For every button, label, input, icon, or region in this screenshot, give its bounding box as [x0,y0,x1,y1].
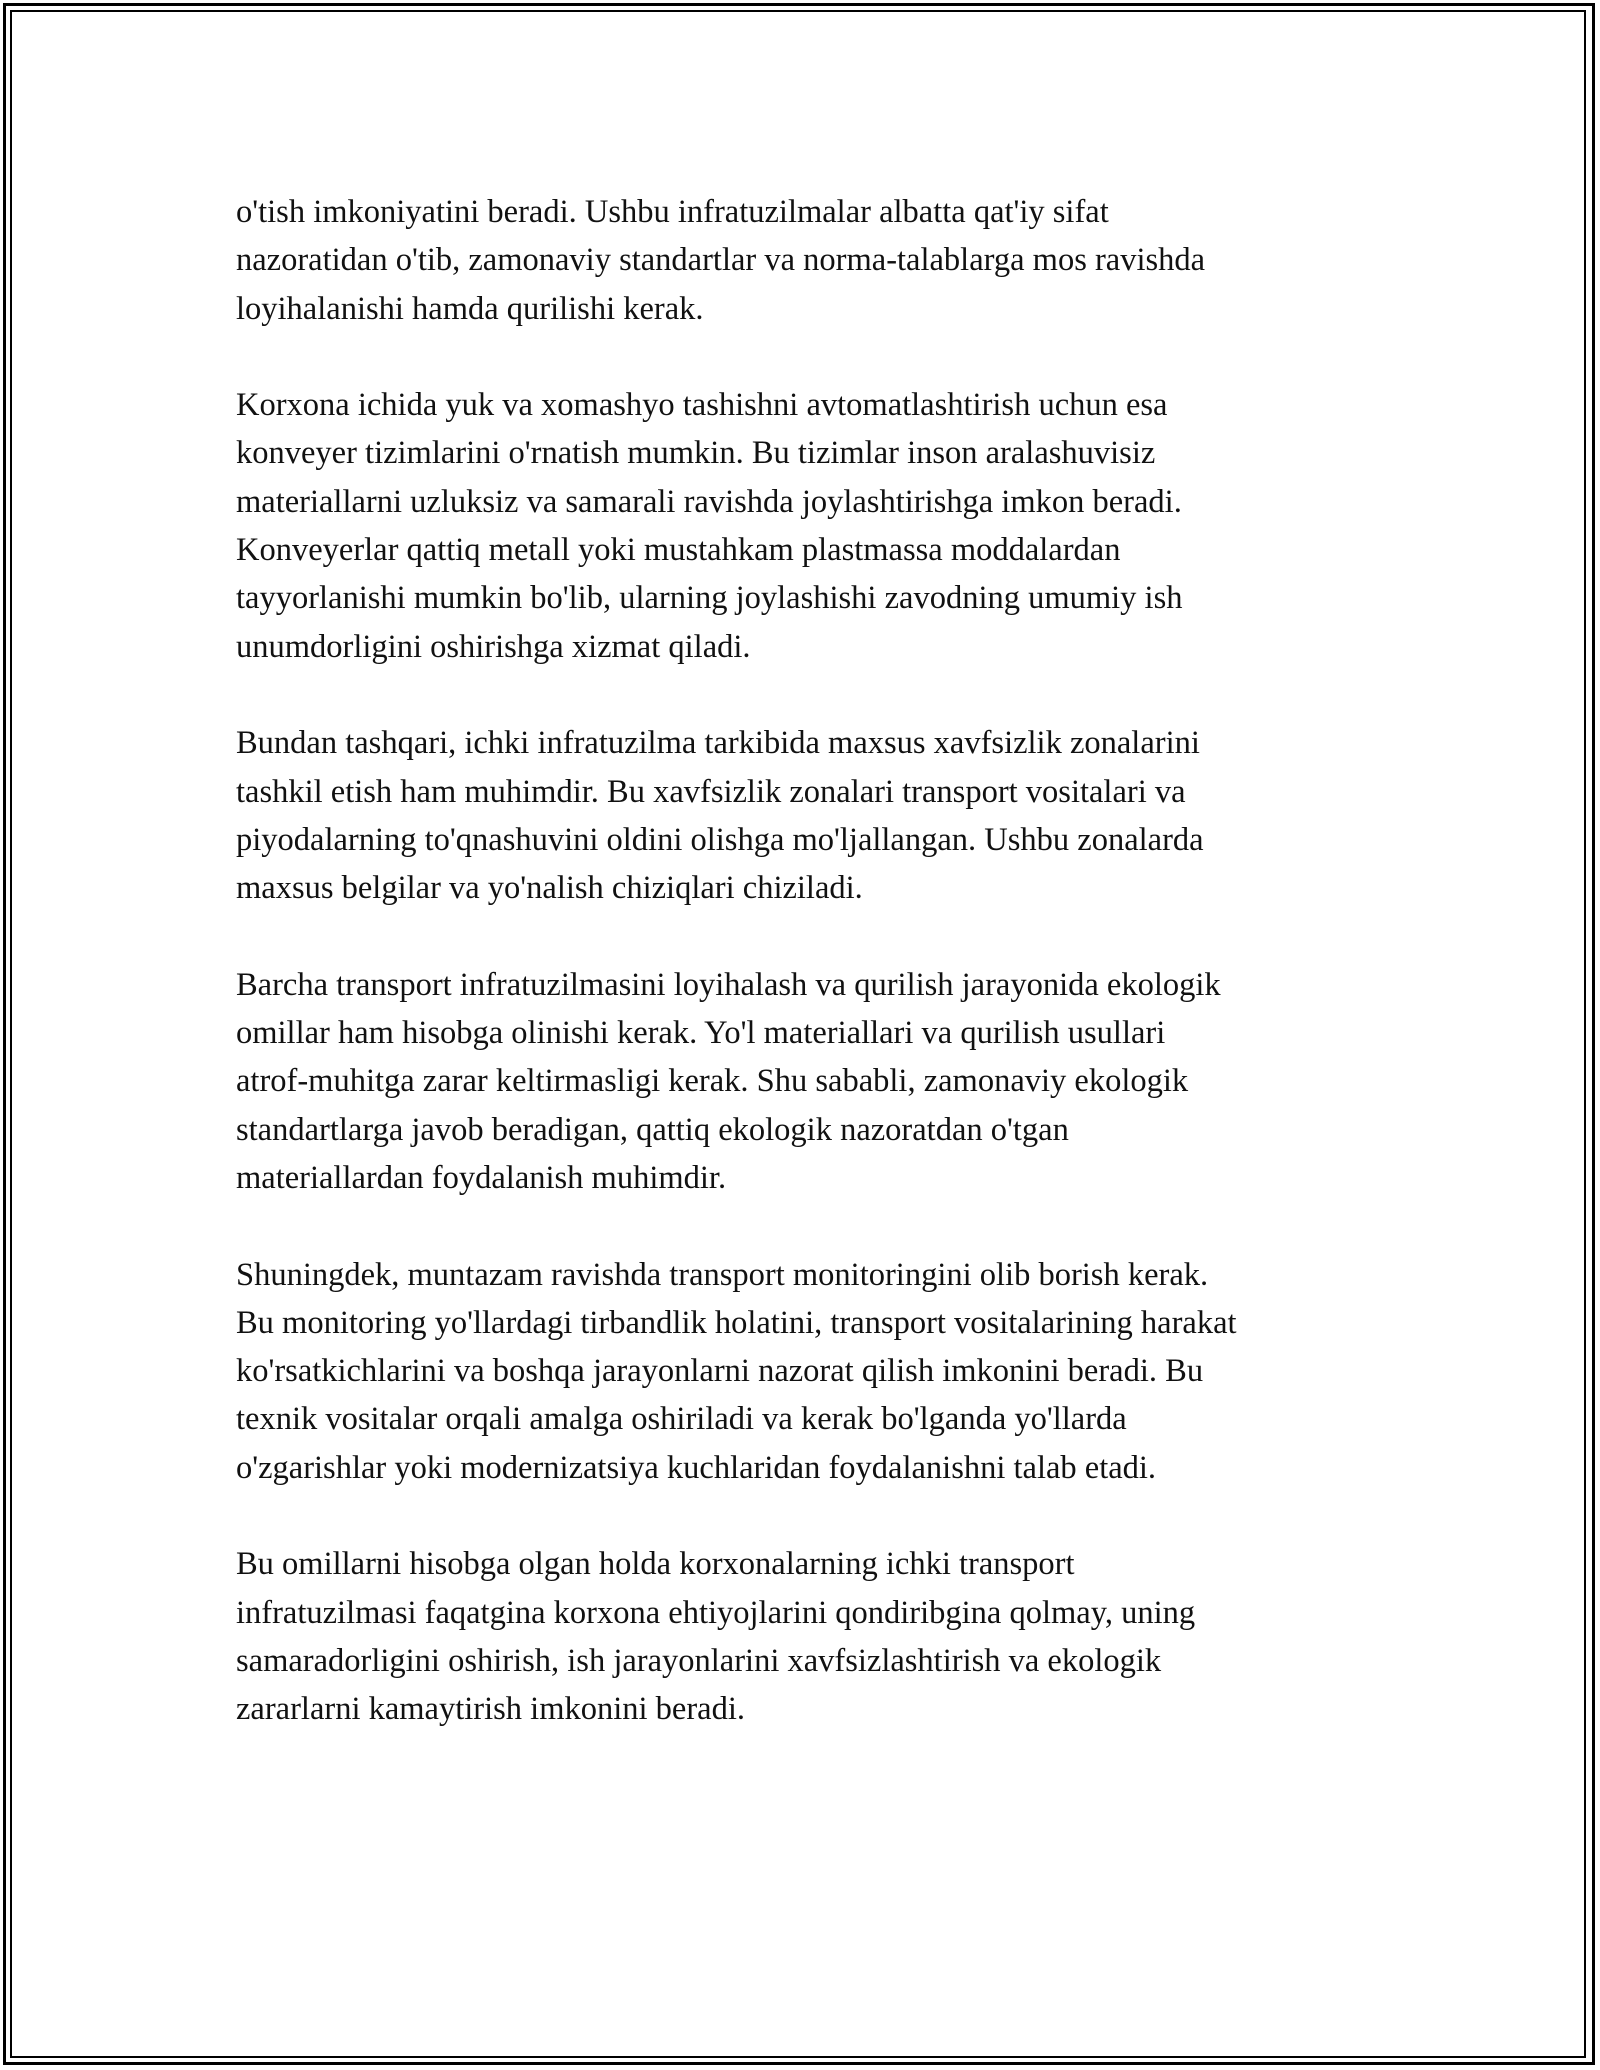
paragraph-3: Bundan tashqari, ichki infratuzilma tarkibida maxsus xavfsizlik zonalarini tashkil etish ham muhimdir. Bu xavfsizlik zonalari transport vositalari va piyodalarning to'qnashuvini oldini olishga mo'ljallangan. Ushbu zonalarda maxsus belgilar va yo'nalish chiziqlari chiziladi. [236,725,1204,907]
paragraph-4: Barcha transport infratuzilmasini loyihalash va qurilish jarayonida ekologik omillar ham hisobga olinishi kerak. Yo'l materiallari va qurilish usullari atrof-muhitga zarar keltirmasligi kerak. Shu sababli, zamonaviy ekologik standartlarga javob beradigan, qattiq ekologik nazoratdan o'tgan materiallardan foydalanish muhimdir. [236,966,1221,1196]
paragraph-5: Shuningdek, muntazam ravishda transport monitoringini olib borish kerak. Bu monitoring yo'llardagi tirbandlik holatini, transport vositalarining harakat ko'rsatkichlarini va boshqa jarayonlarni nazorat qilish imkonini beradi. Bu texnik vositalar orqali amalga oshiriladi va kerak bo'lganda yo'llarda o'zgarishlar yoki modernizatsiya kuchlaridan foydalanishni talab etadi. [236,1256,1237,1486]
paragraph-2: Korxona ichida yuk va xomashyo tashishni avtomatlashtirish uchun esa konveyer tizimlarini o'rnatish mumkin. Bu tizimlar inson aralashuvisiz materiallarni uzluksiz va samarali ravishda joylashtirishga imkon beradi. Konveyerlar qattiq metall yoki mustahkam plastmassa moddalardan tayyorlanishi mumkin bo'lib, ularning joylashishi zavodning umumiy ish unumdorligini oshirishga xizmat qiladi. [236,387,1183,665]
paragraph-1: o'tish imkoniyatini beradi. Ushbu infratuzilmalar albatta qat'iy sifat nazoratidan o'tib, zamonaviy standartlar va norma-talablarga mos ravishda loyihalanishi hamda qurilishi kerak. [236,194,1206,327]
document-body [236,188,1386,1782]
paragraph-6: Bu omillarni hisobga olgan holda korxonalarning ichki transport infratuzilmasi faqatgina korxona ehtiyojlarini qondiribgina qolmay, uning samaradorligini oshirish, ish jarayonlarini xavfsizlashtirish va ekologik zararlarni kamaytirish imkonini beradi. [236,1546,1196,1728]
